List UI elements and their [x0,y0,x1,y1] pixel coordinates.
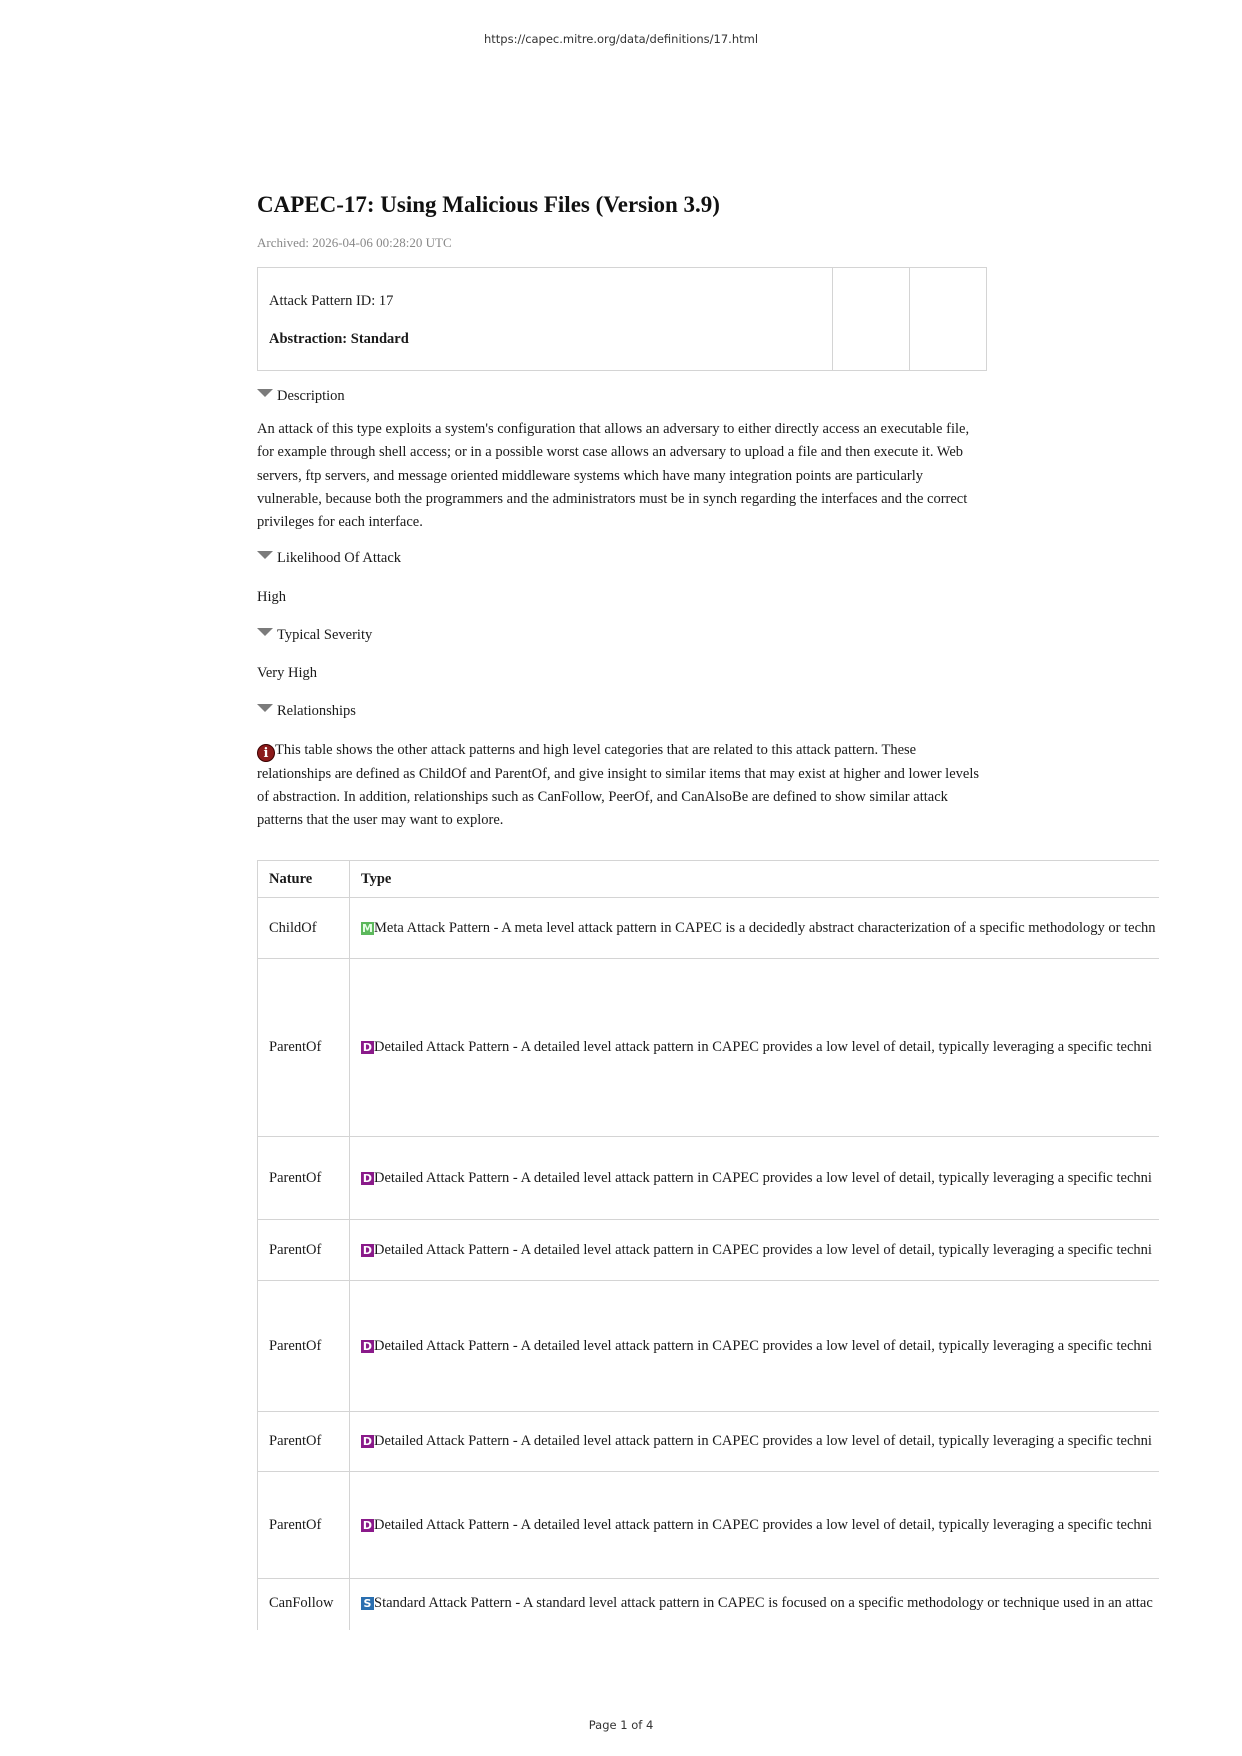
likelihood-toggle[interactable] [257,549,987,567]
type-cell[interactable] [350,1472,1160,1579]
detailed-pattern-icon: D [362,1171,373,1185]
type-cell[interactable] [350,959,1160,1137]
table-row [258,1281,1160,1412]
severity-value: Very High [257,665,318,682]
table-row [258,1137,1160,1220]
type-text: Detailed Attack Pattern - A detailed level attack pattern in CAPEC provides a low level of detail, typically leveraging a specific techni [374,1039,1152,1055]
type-cell[interactable] [350,898,1160,959]
detailed-pattern-icon: D [362,1041,373,1054]
detailed-pattern-icon: D [362,1339,373,1353]
description-heading: Description [277,388,345,404]
type-cell[interactable] [350,1137,1160,1220]
description-toggle[interactable] [257,387,987,405]
detailed-pattern-icon: D [362,1435,373,1448]
detailed-pattern-icon: D [362,1518,373,1532]
standard-pattern-icon: S [361,1597,374,1610]
likelihood-value: High [257,589,286,606]
description-text: An attack of this type exploits a system's configuration that allows an adversary to either directly access an executable file, for example through shell access; or in a possible worst case allows an adversary to upload a file and then execute it. Web servers, ftp servers, and message oriented middleware systems which have many integration points are particularly vulnerable, because both the programmers and the administrators must be in synch regarding the interfaces and the correct privileges for each interface. [257,421,970,531]
table-row [258,1412,1160,1472]
page-title: CAPEC-17: Using Malicious Files (Version 3.9) [257,192,720,217]
table-row [258,898,1160,959]
abstraction-label: Abstraction: Standard [269,331,409,347]
column-header-type: Type [350,861,1160,898]
table-row [258,1579,1160,1631]
table-row [258,959,1160,1137]
expand-triangle-icon [257,628,273,636]
expand-triangle-icon [257,704,273,712]
type-text: Standard Attack Pattern - A standard level attack pattern in CAPEC is focused on a specific methodology or technique used in an attac [374,1595,1153,1611]
relationships-heading: Relationships [277,703,356,720]
nature-cell: ParentOf [258,1412,350,1472]
type-text: Detailed Attack Pattern - A detailed level attack pattern in CAPEC provides a low level of detail, typically leveraging a specific techni [374,1241,1152,1258]
nature-cell: ParentOf [258,1220,350,1281]
attack-pattern-id: Attack Pattern ID: 17 [269,293,394,309]
archived-timestamp: Archived: 2026-04-06 00:28:20 UTC [257,235,452,250]
type-cell[interactable] [350,1579,1160,1631]
summary-side-cell-1 [833,268,910,370]
relationships-toggle[interactable] [257,702,987,720]
column-header-nature: Nature [258,861,350,898]
type-text: Detailed Attack Pattern - A detailed level attack pattern in CAPEC provides a low level of detail, typically leveraging a specific techni [374,1433,1152,1449]
type-text: Detailed Attack Pattern - A detailed level attack pattern in CAPEC provides a low level of detail, typically leveraging a specific techni [374,1337,1152,1354]
summary-main-cell [258,268,833,370]
summary-side-cell-2 [910,268,986,370]
page-number-footer: Page 1 of 4 [588,1718,654,1732]
page-url-header: https://capec.mitre.org/data/definitions/17.html [483,32,759,46]
type-cell[interactable] [350,1220,1160,1281]
nature-cell: CanFollow [258,1579,350,1631]
likelihood-heading: Likelihood Of Attack [277,550,402,567]
main-content [257,190,987,833]
nature-cell: ChildOf [258,898,350,959]
severity-heading: Typical Severity [277,627,373,644]
expand-triangle-icon [257,389,273,397]
relationships-table [257,860,1159,1630]
type-text: Meta Attack Pattern - A meta level attack pattern in CAPEC is a decidedly abstract characterization of a specific methodology or techn [374,919,1156,936]
type-text: Detailed Attack Pattern - A detailed level attack pattern in CAPEC provides a low level of detail, typically leveraging a specific techni [374,1516,1152,1533]
nature-cell: ParentOf [258,1472,350,1579]
type-text: Detailed Attack Pattern - A detailed level attack pattern in CAPEC provides a low level of detail, typically leveraging a specific techni [374,1169,1152,1186]
nature-cell: ParentOf [258,1281,350,1412]
type-cell[interactable] [350,1412,1160,1472]
severity-toggle[interactable] [257,626,987,644]
nature-cell: ParentOf [258,1137,350,1220]
detailed-pattern-icon: D [362,1243,373,1257]
meta-pattern-icon: M [362,921,373,935]
relationships-table-viewport [257,860,1159,1630]
type-cell[interactable] [350,1281,1160,1412]
summary-box [257,267,987,371]
table-row [258,1472,1160,1579]
nature-cell: ParentOf [258,959,350,1137]
table-header-row [258,861,1160,898]
relationships-note-text: This table shows the other attack patterns and high level categories that are related to this attack pattern. These relationships are defined as ChildOf and ParentOf, and give insight to similar items that may exist at higher and lower levels of abstraction. In addition, relationships such as CanFollow, PeerOf, and CanAlsoBe are defined to show similar attack patterns that the user may want to explore. [257,742,980,829]
table-row [258,1220,1160,1281]
relationships-note [257,739,987,832]
expand-triangle-icon [257,551,273,559]
info-icon: i [257,744,275,762]
